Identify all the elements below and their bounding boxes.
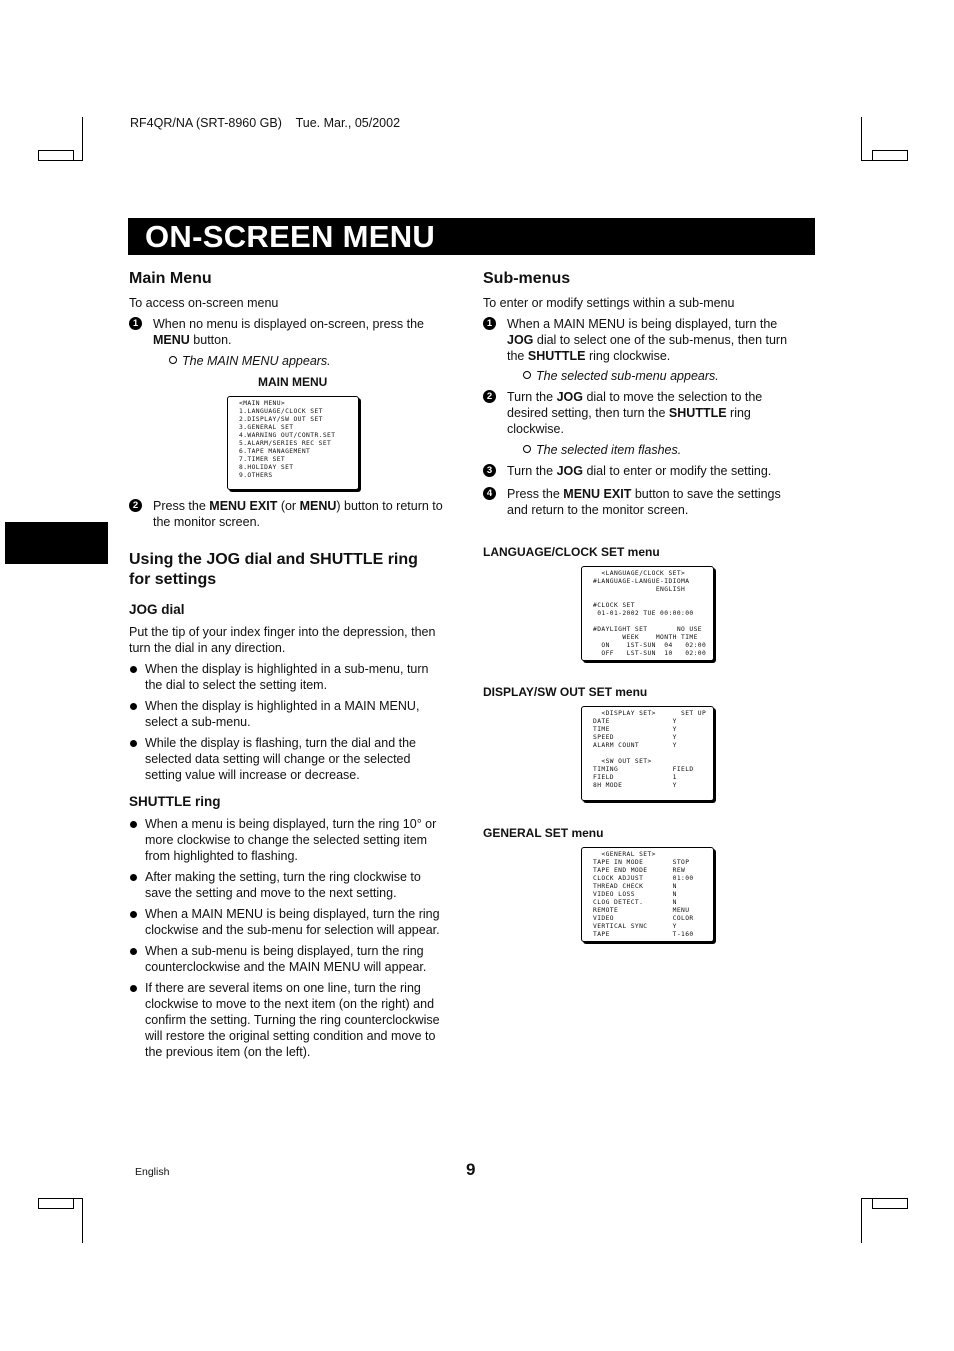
step-number: 3: [483, 464, 496, 477]
crop-mark-top-right-inner: [872, 150, 908, 161]
step-number: 1: [483, 317, 496, 330]
step-number: 2: [483, 390, 496, 403]
jog-key: JOG: [507, 333, 534, 347]
step2-part: Press the: [153, 499, 210, 513]
text-part: Turn the: [507, 390, 557, 404]
side-tab: [5, 522, 108, 564]
bullet-item: [145, 943, 426, 975]
bullet-item: [145, 980, 440, 1060]
screen-line: VIDEO LOSS N: [593, 891, 677, 898]
intro-line: Put the tip of your index finger into the depression, then: [129, 625, 436, 639]
step2-part: (or: [277, 499, 300, 513]
bullet-item: [145, 906, 440, 938]
menu-key: MENU: [299, 499, 337, 513]
screen-line: VIDEO COLOR: [593, 915, 694, 922]
note-ring-icon: [523, 445, 531, 453]
sub-step4-text: [507, 486, 781, 518]
bullet-icon: [130, 666, 137, 673]
bullet-line: clockwise and the sub-menu for selection will appear.: [145, 923, 440, 937]
bullet-line: confirm the setting. Turning the ring counterclockwise: [145, 1013, 440, 1027]
screen-line: <MAIN MENU>: [239, 400, 286, 407]
bullet-icon: [130, 911, 137, 918]
text-part: Turn the: [507, 464, 557, 478]
sub-step2-line: clockwise.: [507, 422, 564, 436]
screen-line: 2.DISPLAY/SW OUT SET: [239, 416, 323, 423]
bullet-line: will restore the original setting condition and move to: [145, 1029, 436, 1043]
screen-line: TIME Y: [593, 726, 677, 733]
language-clock-menu-screen: [581, 566, 714, 661]
bullet-line: clockwise to move to the next item (on the right) and: [145, 997, 435, 1011]
screen-line: [593, 618, 713, 626]
text-part: dial to select one of the sub-menus, then turn: [533, 333, 788, 347]
general-set-menu-label: GENERAL SET menu: [483, 826, 604, 840]
bullet-icon: [130, 948, 137, 955]
step1-line2: [153, 332, 424, 348]
bullet-line: While the display is flashing, turn the dial and the: [145, 736, 416, 750]
footer-language: English: [135, 1166, 170, 1178]
screen-line: #LANGUAGE-LANGUE-IDIOMA: [593, 578, 690, 585]
text-part: ring clockwise.: [585, 349, 671, 363]
step2-line1: [153, 498, 443, 514]
sub-step1-line: [507, 348, 787, 364]
bullet-line: more clockwise to change the selected setting item: [145, 833, 428, 847]
bullet-icon: [130, 740, 137, 747]
screen-line: 8.HOLIDAY SET: [239, 464, 294, 471]
bullet-line: selected data setting will change or the selected: [145, 752, 411, 766]
sub-step4-line: and return to the monitor screen.: [507, 503, 689, 517]
sub-step1-line: When a MAIN MENU is being displayed, turn the: [507, 317, 778, 331]
screen-line: REMOTE MENU: [593, 907, 690, 914]
screen-line: 5.ALARM/SERIES REC SET: [239, 440, 332, 447]
bullet-icon: [130, 985, 137, 992]
screen-line: FIELD 1: [593, 774, 677, 781]
heading-line: for settings: [129, 571, 217, 588]
jog-dial-heading: JOG dial: [129, 602, 185, 617]
menu-key: MENU: [153, 333, 190, 347]
screen-line: 1.LANGUAGE/CLOCK SET: [239, 408, 323, 415]
screen-line: TIMING FIELD: [593, 766, 694, 773]
screen-line: VERTICAL SYNC Y: [593, 923, 677, 930]
text-part: ring: [726, 406, 751, 420]
doc-header: [130, 116, 400, 130]
screen-line: #DAYLIGHT SET NO USE: [593, 626, 702, 633]
bullet-line: counterclockwise and the MAIN MENU will appear.: [145, 960, 427, 974]
menu-exit-key: MENU EXIT: [209, 499, 278, 513]
sub-step2-text: [507, 389, 762, 437]
text-part: the: [507, 349, 528, 363]
menu-exit-key: MENU EXIT: [563, 487, 632, 501]
screen-line: CLOG DETECT. N: [593, 899, 677, 906]
sub-step1-note: The selected sub-menu appears.: [536, 369, 719, 383]
text-part: desired setting, then turn the: [507, 406, 669, 420]
step2-text: [153, 498, 443, 530]
bullet-item: [145, 816, 436, 864]
note-ring-icon: [169, 356, 177, 364]
screen-line: <LANGUAGE/CLOCK SET>: [593, 570, 686, 577]
step-number: 4: [483, 487, 496, 500]
screen-line: <DISPLAY SET> SET UP: [593, 710, 707, 717]
bullet-line: When a MAIN MENU is being displayed, turn the ring: [145, 907, 440, 921]
screen-line: CLOCK ADJUST 01:00: [593, 875, 694, 882]
screen-line: TAPE IN MODE STOP: [593, 859, 690, 866]
main-menu-heading: Main Menu: [129, 270, 212, 287]
doc-date: Tue. Mar., 05/2002: [295, 116, 401, 130]
jog-key: JOG: [556, 390, 583, 404]
bullet-line: When the display is highlighted in a sub-menu, turn: [145, 662, 429, 676]
bullet-line: the dial to select the setting item.: [145, 678, 328, 692]
bullet-line: When the display is highlighted in a MAIN MENU,: [145, 699, 420, 713]
screen-line: SPEED Y: [593, 734, 677, 741]
sub-step1-text: [507, 316, 787, 364]
text-part: button to save the settings: [631, 487, 781, 501]
sub-step2-note: The selected item flashes.: [536, 443, 682, 457]
sub-step2-line: [507, 389, 762, 405]
step1-rest: button.: [189, 333, 232, 347]
page-title: ON-SCREEN MENU: [145, 219, 436, 254]
crop-mark-top-left-inner: [38, 150, 74, 161]
crop-mark-bottom-right-inner: [872, 1198, 908, 1209]
screen-line: <SW OUT SET>: [593, 758, 652, 765]
intro-line: turn the dial in any direction.: [129, 641, 286, 655]
sub-step4-line: [507, 486, 781, 502]
screen-line: 6.TAPE MANAGEMENT: [239, 448, 311, 455]
language-clock-menu-label: LANGUAGE/CLOCK SET menu: [483, 545, 660, 559]
screen-line: 9.OTHERS: [239, 472, 273, 479]
main-menu-intro: To access on-screen menu: [129, 296, 279, 310]
bullet-line: If there are several items on one line, turn the ring: [145, 981, 421, 995]
bullet-item: [145, 735, 416, 783]
display-sw-out-menu-screen: [581, 706, 714, 801]
bullet-line: When a sub-menu is being displayed, turn the ring: [145, 944, 424, 958]
screen-line: [593, 750, 713, 758]
sub-step2-line: [507, 405, 762, 421]
doc-ref: RF4QR/NA (SRT-8960 GB): [130, 116, 282, 130]
bullet-icon: [130, 703, 137, 710]
text-part: dial to move the selection to the: [582, 390, 763, 404]
bullet-line: save the setting and move to the next setting.: [145, 886, 397, 900]
bullet-line: the previous item (on the left).: [145, 1045, 311, 1059]
jog-key: JOG: [556, 464, 583, 478]
screen-line: ON 1ST-SUN 04 02:00: [593, 642, 707, 649]
screen-line: THREAD CHECK N: [593, 883, 677, 890]
sub-step3-text: [507, 463, 771, 479]
screen-line: ENGLISH: [593, 586, 686, 593]
step-number: 2: [129, 499, 142, 512]
screen-line: DATE Y: [593, 718, 677, 725]
main-menu-screen: [227, 396, 359, 490]
screen-line: 4.WARNING OUT/CONTR.SET: [239, 432, 336, 439]
screen-line: OFF LST-SUN 10 02:00: [593, 650, 707, 657]
note-ring-icon: [523, 371, 531, 379]
screen-line: TAPE END MODE REW: [593, 867, 686, 874]
step1-note: The MAIN MENU appears.: [182, 354, 331, 368]
crop-mark-bottom-left-inner: [38, 1198, 74, 1209]
bullet-item: [145, 698, 419, 730]
screen-line: #CLOCK SET: [593, 602, 635, 609]
shuttle-key: SHUTTLE: [527, 349, 586, 363]
step1-line: When no menu is displayed on-screen, press the: [153, 317, 424, 331]
screen-line: [593, 594, 713, 602]
display-sw-out-menu-label: DISPLAY/SW OUT SET menu: [483, 685, 648, 699]
sub-menus-intro: To enter or modify settings within a sub-menu: [483, 296, 735, 310]
shuttle-key: SHUTTLE: [668, 406, 727, 420]
screen-line: TAPE T-160: [593, 931, 694, 938]
step-number: 1: [129, 317, 142, 330]
bullet-line: After making the setting, turn the ring clockwise to: [145, 870, 421, 884]
bullet-item: [145, 869, 421, 901]
sub-step1-line: [507, 332, 787, 348]
page-number: 9: [466, 1160, 476, 1179]
bullet-line: When a menu is being displayed, turn the ring 10° or: [145, 817, 437, 831]
screen-line: 3.GENERAL SET: [239, 424, 294, 431]
general-set-menu-screen: [581, 847, 714, 942]
step2-line2: the monitor screen.: [153, 515, 260, 529]
step1-text: [153, 316, 424, 348]
bullet-icon: [130, 874, 137, 881]
page-title-bar: [128, 218, 815, 255]
shuttle-ring-heading: SHUTTLE ring: [129, 794, 221, 809]
screen-line: ALARM COUNT Y: [593, 742, 677, 749]
main-menu-screen-label: MAIN MENU: [258, 375, 328, 389]
screen-line: 7.TIMER SET: [239, 456, 286, 463]
bullet-line: select a sub-menu.: [145, 715, 251, 729]
bullet-line: setting value will increase or decrease.: [145, 768, 360, 782]
step2-part: ) button to return to: [336, 499, 443, 513]
bullet-icon: [130, 821, 137, 828]
bullet-line: from highlighted to flashing.: [145, 849, 298, 863]
text-part: Press the: [507, 487, 564, 501]
bullet-item: [145, 661, 429, 693]
screen-line: WEEK MONTH TIME: [593, 634, 698, 641]
screen-line: 8H MODE Y: [593, 782, 677, 789]
screen-line: 01-01-2002 TUE 00:00:00: [593, 610, 694, 617]
sub-menus-heading: Sub-menus: [483, 270, 571, 287]
text-part: dial to enter or modify the setting.: [582, 464, 772, 478]
screen-line: <GENERAL SET>: [593, 851, 656, 858]
jog-dial-intro: [129, 624, 435, 656]
heading-line: Using the JOG dial and SHUTTLE ring: [129, 551, 418, 568]
jog-shuttle-heading: [129, 550, 418, 590]
